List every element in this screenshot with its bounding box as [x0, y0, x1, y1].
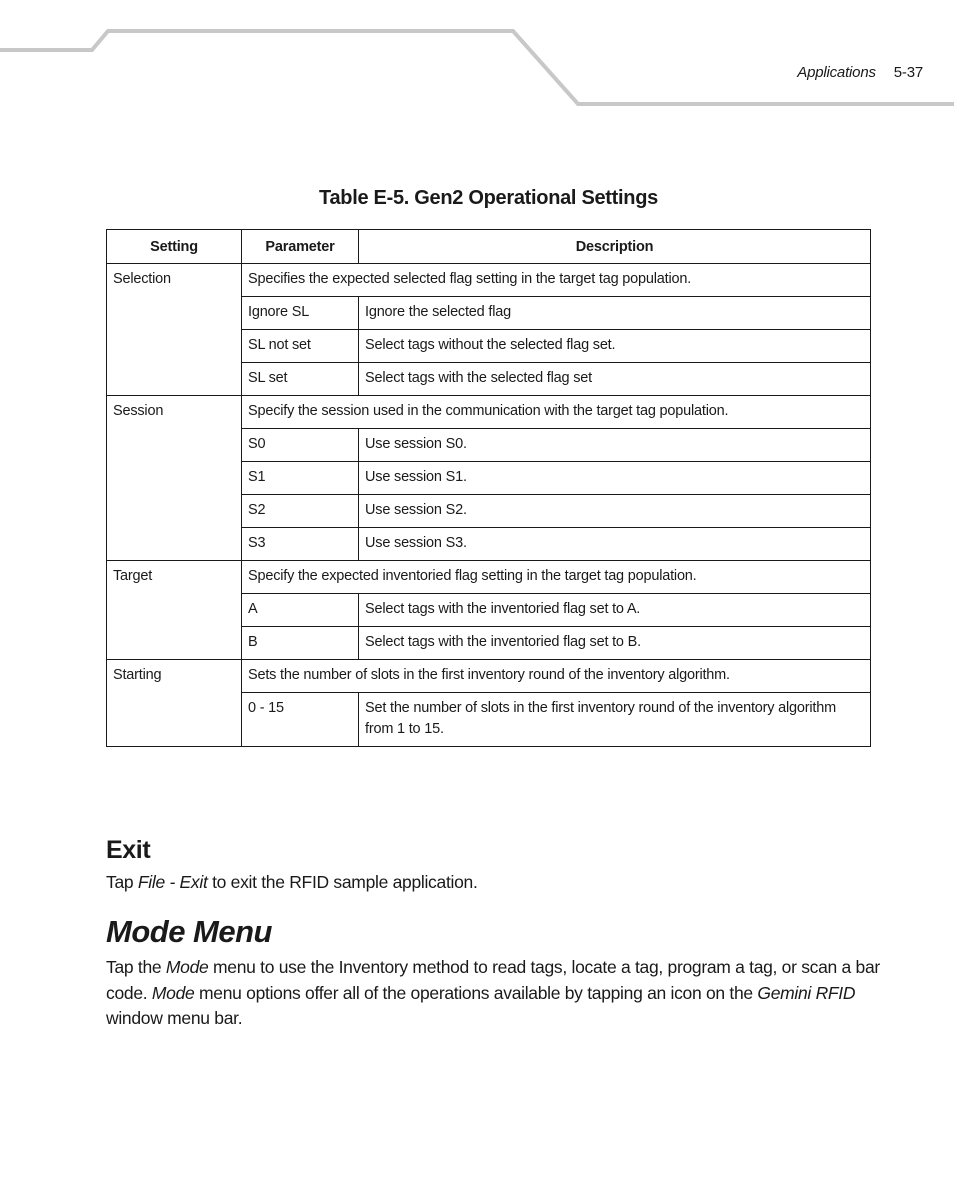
column-header-setting: Setting	[107, 230, 242, 264]
table-row	[107, 660, 871, 693]
parameter-cell: SL set	[242, 363, 359, 396]
table-header-row	[107, 230, 871, 264]
setting-cell: Starting	[107, 660, 242, 747]
description-cell: Set the number of slots in the first inventory round of the inventory algorithm from 1 to 15.	[359, 693, 871, 747]
description-cell: Ignore the selected flag	[359, 297, 871, 330]
mode-text-2: menu to use the Inventory method to read tags, locate a tag, program a tag, or scan a bar code.	[106, 957, 880, 1003]
setting-summary-cell: Sets the number of slots in the first inventory round of the inventory algorithm.	[242, 660, 871, 693]
parameter-cell: B	[242, 627, 359, 660]
description-cell: Select tags with the selected flag set	[359, 363, 871, 396]
exit-text-before: Tap	[106, 872, 138, 892]
description-cell: Use session S2.	[359, 495, 871, 528]
setting-cell: Target	[107, 561, 242, 660]
setting-summary-cell: Specify the expected inventoried flag setting in the target tag population.	[242, 561, 871, 594]
running-header	[797, 64, 923, 81]
setting-summary-cell: Specify the session used in the communication with the target tag population.	[242, 396, 871, 429]
setting-cell: Session	[107, 396, 242, 561]
parameter-cell: 0 - 15	[242, 693, 359, 747]
description-cell: Use session S3.	[359, 528, 871, 561]
parameter-cell: Ignore SL	[242, 297, 359, 330]
table-row	[107, 264, 871, 297]
mode-text-4: window menu bar.	[106, 1008, 243, 1028]
mode-text-3: menu options offer all of the operations available by tapping an icon on the	[194, 982, 758, 1003]
parameter-cell: S1	[242, 462, 359, 495]
exit-menu-path: File - Exit	[137, 872, 208, 892]
description-cell: Use session S1.	[359, 462, 871, 495]
exit-heading: Exit	[106, 836, 151, 864]
exit-text-after: to exit the RFID sample application.	[207, 872, 478, 892]
parameter-cell: SL not set	[242, 330, 359, 363]
app-name: Gemini RFID	[757, 982, 856, 1003]
parameter-cell: A	[242, 594, 359, 627]
description-cell: Select tags with the inventoried flag set to B.	[359, 627, 871, 660]
column-header-parameter: Parameter	[242, 230, 359, 264]
parameter-cell: S0	[242, 429, 359, 462]
mode-term-1: Mode	[165, 957, 209, 977]
parameter-cell: S2	[242, 495, 359, 528]
description-cell: Select tags without the selected flag set.	[359, 330, 871, 363]
exit-paragraph	[106, 872, 478, 893]
mode-term-2: Mode	[151, 982, 195, 1003]
setting-summary-cell: Specifies the expected selected flag setting in the target tag population.	[242, 264, 871, 297]
parameter-cell: S3	[242, 528, 359, 561]
column-header-description: Description	[359, 230, 871, 264]
table-row	[107, 561, 871, 594]
header-section-title: Applications	[797, 64, 876, 81]
mode-menu-heading: Mode Menu	[106, 914, 272, 949]
description-cell: Select tags with the inventoried flag set to A.	[359, 594, 871, 627]
table-title: Table E-5. Gen2 Operational Settings	[319, 187, 658, 209]
table-row	[107, 396, 871, 429]
description-cell: Use session S0.	[359, 429, 871, 462]
table-body	[107, 264, 871, 747]
mode-text-1: Tap the	[106, 957, 166, 977]
settings-table	[106, 229, 871, 747]
mode-menu-paragraph	[106, 955, 896, 1032]
header-decoration	[0, 0, 954, 110]
page-number: 5-37	[893, 64, 923, 81]
setting-cell: Selection	[107, 264, 242, 396]
